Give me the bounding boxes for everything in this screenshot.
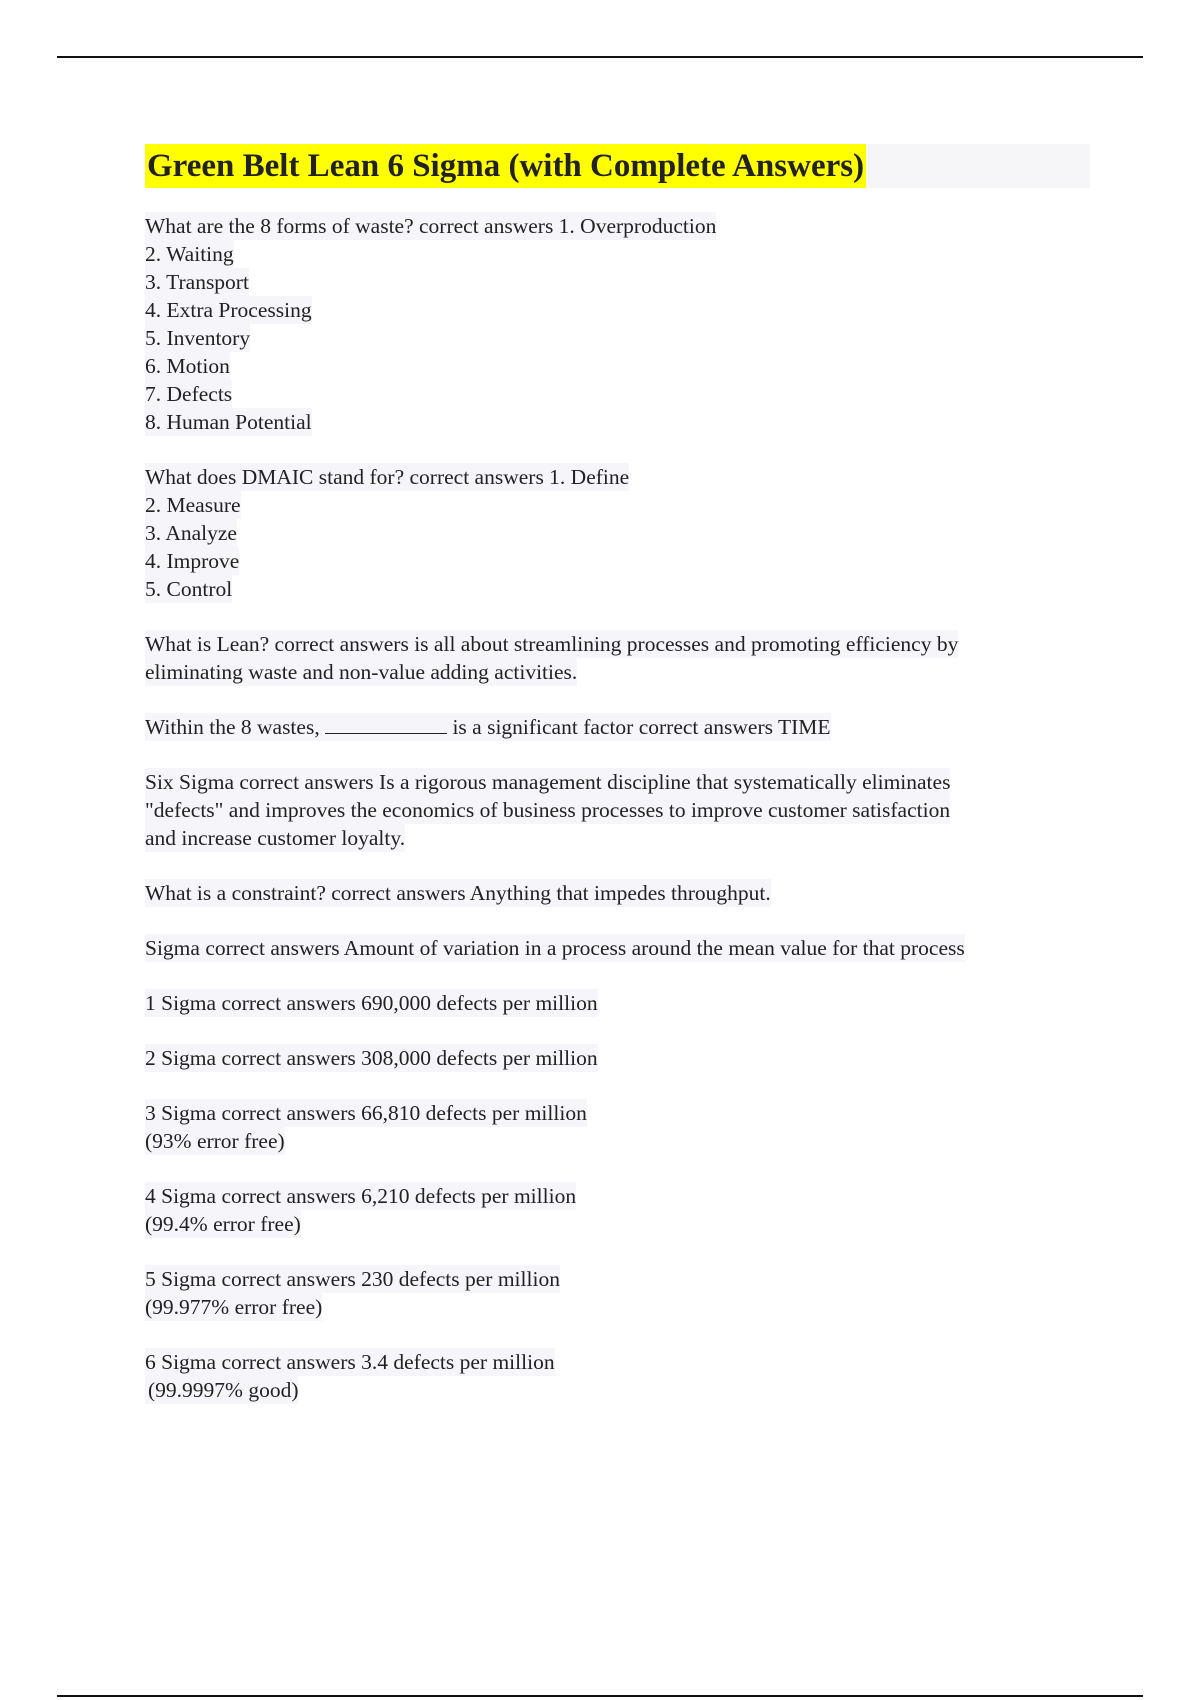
qa-line: (99.4% error free) — [145, 1212, 301, 1236]
bottom-rule — [57, 1695, 1143, 1697]
qa-item-time-factor — [145, 713, 1090, 741]
qa-line: 4 Sigma correct answers 6,210 defects per million — [145, 1184, 577, 1208]
qa-text-before-blank: Within the 8 wastes, — [145, 715, 320, 739]
qa-line: Sigma correct answers Amount of variation in a process around the mean value for that process — [145, 936, 965, 960]
qa-line: 5 Sigma correct answers 230 defects per million — [145, 1267, 560, 1291]
qa-line: What is Lean? correct answers is all about streamlining processes and promoting efficiency by — [145, 632, 959, 656]
qa-line: (99.9997% good) — [145, 1376, 298, 1404]
qa-list — [145, 212, 1090, 1404]
qa-line: 8. Human Potential — [145, 410, 312, 434]
qa-line: 7. Defects — [145, 382, 233, 406]
qa-item-constraint — [145, 879, 1090, 907]
qa-line: 4. Extra Processing — [145, 298, 312, 322]
qa-item-six-sigma — [145, 768, 1090, 852]
qa-line: "defects" and improves the economics of business processes to improve customer satisfaction — [145, 798, 951, 822]
qa-item-3-sigma — [145, 1099, 1090, 1155]
qa-line: and increase customer loyalty. — [145, 826, 406, 850]
qa-line: 4. Improve — [145, 549, 240, 573]
qa-line: 3 Sigma correct answers 66,810 defects per million — [145, 1101, 587, 1125]
qa-line: 3. Analyze — [145, 521, 237, 545]
qa-line: 1 Sigma correct answers 690,000 defects per million — [145, 991, 598, 1015]
qa-item-6-sigma — [145, 1348, 1090, 1404]
qa-line: 2. Waiting — [145, 242, 234, 266]
qa-line: 2 Sigma correct answers 308,000 defects per million — [145, 1046, 598, 1070]
qa-text-after-blank: is a significant factor correct answers TIME — [452, 715, 831, 739]
qa-line: 6 Sigma correct answers 3.4 defects per million — [145, 1350, 555, 1374]
qa-item-4-sigma — [145, 1182, 1090, 1238]
qa-line: What are the 8 forms of waste? correct answers 1. Overproduction — [145, 214, 717, 238]
qa-line: eliminating waste and non-value adding activities. — [145, 660, 578, 684]
qa-item-2-sigma — [145, 1044, 1090, 1072]
top-rule — [57, 56, 1143, 58]
qa-item-dmaic — [145, 463, 1090, 603]
document-title: Green Belt Lean 6 Sigma (with Complete Answers) — [145, 144, 866, 188]
qa-item-waste-forms — [145, 212, 1090, 436]
qa-item-1-sigma — [145, 989, 1090, 1017]
qa-line: Six Sigma correct answers Is a rigorous management discipline that systematically eliminates — [145, 770, 951, 794]
fill-in-blank — [325, 715, 447, 734]
qa-line: (99.977% error free) — [145, 1295, 323, 1319]
qa-line: 5. Control — [145, 577, 233, 601]
qa-item-sigma — [145, 934, 1090, 962]
qa-line: 2. Measure — [145, 493, 241, 517]
document-body — [145, 144, 1090, 1431]
qa-line: What does DMAIC stand for? correct answers 1. Define — [145, 465, 630, 489]
title-band — [145, 144, 1090, 188]
qa-item-lean — [145, 630, 1090, 686]
qa-line: (93% error free) — [145, 1129, 285, 1153]
qa-line — [145, 713, 831, 741]
qa-line: 5. Inventory — [145, 326, 251, 350]
qa-line: 6. Motion — [145, 354, 230, 378]
qa-line: What is a constraint? correct answers Anything that impedes throughput. — [145, 881, 771, 905]
qa-item-5-sigma — [145, 1265, 1090, 1321]
qa-line: 3. Transport — [145, 270, 249, 294]
